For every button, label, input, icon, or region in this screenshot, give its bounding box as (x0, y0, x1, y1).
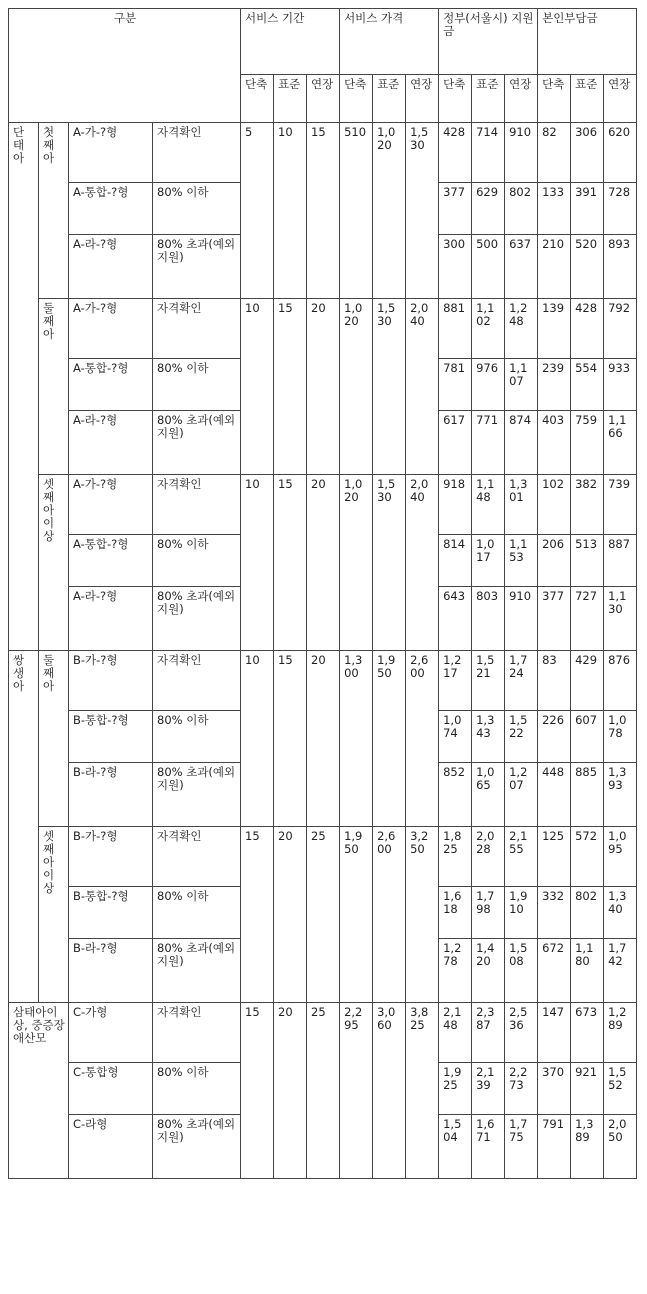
self-pay-cell: 226 (538, 711, 571, 763)
gov-support-cell: 377 (439, 183, 472, 235)
service-price-cell: 1,020 (340, 475, 373, 651)
service-period-cell: 15 (274, 475, 307, 651)
group-label: 쌍생아 (9, 651, 39, 1003)
subgroup-label: 셋째아이상 (39, 827, 69, 1003)
income-criteria: 80% 초과(예외지원) (153, 587, 241, 651)
self-pay-cell: 1,389 (571, 1115, 604, 1179)
service-price-cell: 2,600 (406, 651, 439, 827)
income-criteria: 80% 초과(예외지원) (153, 411, 241, 475)
group-label: 삼태아이상, 중증장애산모 (9, 1003, 69, 1179)
gov-support-cell: 2,139 (472, 1063, 505, 1115)
self-pay-cell: 728 (604, 183, 637, 235)
sub-header-short: 단축 (340, 75, 373, 123)
sub-header-standard: 표준 (472, 75, 505, 123)
gov-support-cell: 1,522 (505, 711, 538, 763)
self-pay-cell: 520 (571, 235, 604, 299)
sub-header-extended: 연장 (604, 75, 637, 123)
gov-support-cell: 1,074 (439, 711, 472, 763)
service-period-cell: 20 (307, 651, 340, 827)
sub-header-short: 단축 (439, 75, 472, 123)
sub-header-short: 단축 (241, 75, 274, 123)
self-pay-cell: 620 (604, 123, 637, 183)
voucher-type: A-라-?형 (69, 411, 153, 475)
sub-header-extended: 연장 (505, 75, 538, 123)
gov-support-cell: 1,618 (439, 887, 472, 939)
service-period-cell: 10 (241, 299, 274, 475)
subgroup-label: 둘째아 (39, 299, 69, 475)
service-period-cell: 10 (241, 651, 274, 827)
self-pay-cell: 802 (571, 887, 604, 939)
self-pay-cell: 391 (571, 183, 604, 235)
self-pay-cell: 1,166 (604, 411, 637, 475)
gov-support-cell: 1,521 (472, 651, 505, 711)
self-pay-cell: 403 (538, 411, 571, 475)
self-pay-cell: 727 (571, 587, 604, 651)
service-period-cell: 25 (307, 827, 340, 1003)
income-criteria: 80% 초과(예외지원) (153, 235, 241, 299)
self-pay-cell: 1,340 (604, 887, 637, 939)
voucher-type: A-라-?형 (69, 235, 153, 299)
gov-support-cell: 1,107 (505, 359, 538, 411)
self-pay-cell: 2,050 (604, 1115, 637, 1179)
service-price-cell: 1,530 (373, 299, 406, 475)
self-pay-cell: 554 (571, 359, 604, 411)
service-price-cell: 2,600 (373, 827, 406, 1003)
table-row (9, 651, 637, 711)
self-pay-cell: 933 (604, 359, 637, 411)
gov-support-cell: 1,825 (439, 827, 472, 887)
voucher-type: B-라-?형 (69, 763, 153, 827)
self-pay-cell: 139 (538, 299, 571, 359)
self-pay-cell: 306 (571, 123, 604, 183)
service-price-cell: 3,250 (406, 827, 439, 1003)
gov-support-cell: 1,798 (472, 887, 505, 939)
sub-header-extended: 연장 (307, 75, 340, 123)
self-pay-cell: 1,289 (604, 1003, 637, 1063)
income-criteria: 80% 이하 (153, 359, 241, 411)
self-pay-cell: 377 (538, 587, 571, 651)
header-category: 구분 (9, 9, 241, 123)
self-pay-cell: 572 (571, 827, 604, 887)
sub-header-short: 단축 (538, 75, 571, 123)
gov-support-cell: 629 (472, 183, 505, 235)
gov-support-cell: 918 (439, 475, 472, 535)
self-pay-cell: 739 (604, 475, 637, 535)
sub-header-standard: 표준 (571, 75, 604, 123)
service-period-cell: 25 (307, 1003, 340, 1179)
self-pay-cell: 239 (538, 359, 571, 411)
gov-support-cell: 2,273 (505, 1063, 538, 1115)
income-criteria: 자격확인 (153, 827, 241, 887)
self-pay-cell: 885 (571, 763, 604, 827)
service-price-cell: 2,040 (406, 475, 439, 651)
service-price-cell: 510 (340, 123, 373, 299)
self-pay-cell: 672 (538, 939, 571, 1003)
self-pay-cell: 1,742 (604, 939, 637, 1003)
gov-support-cell: 428 (439, 123, 472, 183)
gov-support-cell: 2,387 (472, 1003, 505, 1063)
income-criteria: 80% 이하 (153, 535, 241, 587)
self-pay-cell: 125 (538, 827, 571, 887)
self-pay-cell: 147 (538, 1003, 571, 1063)
voucher-type: B-통합-?형 (69, 711, 153, 763)
service-period-cell: 10 (241, 475, 274, 651)
gov-support-cell: 1,278 (439, 939, 472, 1003)
voucher-price-table (8, 8, 637, 1179)
self-pay-cell: 370 (538, 1063, 571, 1115)
service-price-cell: 1,020 (373, 123, 406, 299)
service-period-cell: 20 (274, 827, 307, 1003)
gov-support-cell: 637 (505, 235, 538, 299)
self-pay-cell: 513 (571, 535, 604, 587)
gov-support-cell: 976 (472, 359, 505, 411)
gov-support-cell: 771 (472, 411, 505, 475)
gov-support-cell: 617 (439, 411, 472, 475)
gov-support-cell: 814 (439, 535, 472, 587)
self-pay-cell: 82 (538, 123, 571, 183)
gov-support-cell: 2,155 (505, 827, 538, 887)
self-pay-cell: 133 (538, 183, 571, 235)
voucher-type: B-라-?형 (69, 939, 153, 1003)
gov-support-cell: 910 (505, 123, 538, 183)
service-period-cell: 15 (274, 651, 307, 827)
gov-support-cell: 1,910 (505, 887, 538, 939)
income-criteria: 80% 초과(예외지원) (153, 939, 241, 1003)
self-pay-cell: 448 (538, 763, 571, 827)
gov-support-cell: 881 (439, 299, 472, 359)
voucher-type: A-통합-?형 (69, 359, 153, 411)
self-pay-cell: 1,130 (604, 587, 637, 651)
service-price-cell: 1,300 (340, 651, 373, 827)
gov-support-cell: 852 (439, 763, 472, 827)
service-price-cell: 1,950 (373, 651, 406, 827)
header-service-period: 서비스 기간 (241, 9, 340, 75)
header-self-pay: 본인부담금 (538, 9, 637, 75)
gov-support-cell: 1,775 (505, 1115, 538, 1179)
income-criteria: 자격확인 (153, 1003, 241, 1063)
self-pay-cell: 759 (571, 411, 604, 475)
header-service-price: 서비스 가격 (340, 9, 439, 75)
gov-support-cell: 1,148 (472, 475, 505, 535)
income-criteria: 자격확인 (153, 123, 241, 183)
gov-support-cell: 1,420 (472, 939, 505, 1003)
sub-header-extended: 연장 (406, 75, 439, 123)
service-price-cell: 1,020 (340, 299, 373, 475)
self-pay-cell: 102 (538, 475, 571, 535)
self-pay-cell: 83 (538, 651, 571, 711)
income-criteria: 80% 초과(예외지원) (153, 1115, 241, 1179)
self-pay-cell: 382 (571, 475, 604, 535)
self-pay-cell: 1,393 (604, 763, 637, 827)
service-price-cell: 3,060 (373, 1003, 406, 1179)
gov-support-cell: 500 (472, 235, 505, 299)
gov-support-cell: 910 (505, 587, 538, 651)
table-row (9, 1003, 637, 1063)
gov-support-cell: 1,301 (505, 475, 538, 535)
subgroup-label: 첫째아 (39, 123, 69, 299)
table-row (9, 475, 637, 535)
gov-support-cell: 2,148 (439, 1003, 472, 1063)
table-row (9, 299, 637, 359)
service-period-cell: 5 (241, 123, 274, 299)
self-pay-cell: 607 (571, 711, 604, 763)
gov-support-cell: 781 (439, 359, 472, 411)
self-pay-cell: 1,180 (571, 939, 604, 1003)
gov-support-cell: 1,217 (439, 651, 472, 711)
income-criteria: 80% 이하 (153, 887, 241, 939)
service-price-cell: 2,040 (406, 299, 439, 475)
service-period-cell: 10 (274, 123, 307, 299)
gov-support-cell: 300 (439, 235, 472, 299)
service-price-cell: 3,825 (406, 1003, 439, 1179)
service-period-cell: 15 (241, 827, 274, 1003)
income-criteria: 80% 이하 (153, 183, 241, 235)
self-pay-cell: 210 (538, 235, 571, 299)
voucher-type: C-가형 (69, 1003, 153, 1063)
table-body (9, 123, 637, 1179)
voucher-type: B-가-?형 (69, 827, 153, 887)
subgroup-label: 셋째아이상 (39, 475, 69, 651)
service-period-cell: 15 (274, 299, 307, 475)
gov-support-cell: 643 (439, 587, 472, 651)
gov-support-cell: 1,017 (472, 535, 505, 587)
gov-support-cell: 1,508 (505, 939, 538, 1003)
self-pay-cell: 332 (538, 887, 571, 939)
self-pay-cell: 428 (571, 299, 604, 359)
subgroup-label: 둘째아 (39, 651, 69, 827)
self-pay-cell: 893 (604, 235, 637, 299)
self-pay-cell: 673 (571, 1003, 604, 1063)
income-criteria: 80% 이하 (153, 1063, 241, 1115)
self-pay-cell: 792 (604, 299, 637, 359)
gov-support-cell: 803 (472, 587, 505, 651)
gov-support-cell: 1,724 (505, 651, 538, 711)
voucher-type: C-통합형 (69, 1063, 153, 1115)
gov-support-cell: 1,343 (472, 711, 505, 763)
service-price-cell: 2,295 (340, 1003, 373, 1179)
voucher-type: C-라형 (69, 1115, 153, 1179)
voucher-type: A-가-?형 (69, 299, 153, 359)
voucher-type: A-라-?형 (69, 587, 153, 651)
income-criteria: 자격확인 (153, 475, 241, 535)
sub-header-standard: 표준 (373, 75, 406, 123)
gov-support-cell: 1,248 (505, 299, 538, 359)
voucher-type: A-통합-?형 (69, 535, 153, 587)
income-criteria: 80% 초과(예외지원) (153, 763, 241, 827)
gov-support-cell: 2,028 (472, 827, 505, 887)
income-criteria: 자격확인 (153, 651, 241, 711)
self-pay-cell: 887 (604, 535, 637, 587)
sub-header-standard: 표준 (274, 75, 307, 123)
service-price-cell: 1,950 (340, 827, 373, 1003)
self-pay-cell: 429 (571, 651, 604, 711)
self-pay-cell: 1,552 (604, 1063, 637, 1115)
group-label: 단태아 (9, 123, 39, 651)
gov-support-cell: 1,065 (472, 763, 505, 827)
table-row (9, 123, 637, 183)
voucher-type: B-가-?형 (69, 651, 153, 711)
service-period-cell: 15 (307, 123, 340, 299)
service-period-cell: 20 (307, 475, 340, 651)
header-gov-support: 정부(서울시) 지원금 (439, 9, 538, 75)
self-pay-cell: 876 (604, 651, 637, 711)
gov-support-cell: 802 (505, 183, 538, 235)
service-period-cell: 15 (241, 1003, 274, 1179)
gov-support-cell: 1,504 (439, 1115, 472, 1179)
service-price-cell: 1,530 (373, 475, 406, 651)
voucher-type: A-가-?형 (69, 123, 153, 183)
gov-support-cell: 1,207 (505, 763, 538, 827)
gov-support-cell: 1,153 (505, 535, 538, 587)
voucher-type: A-통합-?형 (69, 183, 153, 235)
gov-support-cell: 2,536 (505, 1003, 538, 1063)
service-period-cell: 20 (307, 299, 340, 475)
gov-support-cell: 1,102 (472, 299, 505, 359)
self-pay-cell: 1,095 (604, 827, 637, 887)
income-criteria: 80% 이하 (153, 711, 241, 763)
gov-support-cell: 1,925 (439, 1063, 472, 1115)
self-pay-cell: 921 (571, 1063, 604, 1115)
gov-support-cell: 874 (505, 411, 538, 475)
self-pay-cell: 791 (538, 1115, 571, 1179)
voucher-type: B-통합-?형 (69, 887, 153, 939)
service-period-cell: 20 (274, 1003, 307, 1179)
income-criteria: 자격확인 (153, 299, 241, 359)
table-row (9, 827, 637, 887)
voucher-type: A-가-?형 (69, 475, 153, 535)
gov-support-cell: 1,671 (472, 1115, 505, 1179)
service-price-cell: 1,530 (406, 123, 439, 299)
self-pay-cell: 206 (538, 535, 571, 587)
self-pay-cell: 1,078 (604, 711, 637, 763)
gov-support-cell: 714 (472, 123, 505, 183)
